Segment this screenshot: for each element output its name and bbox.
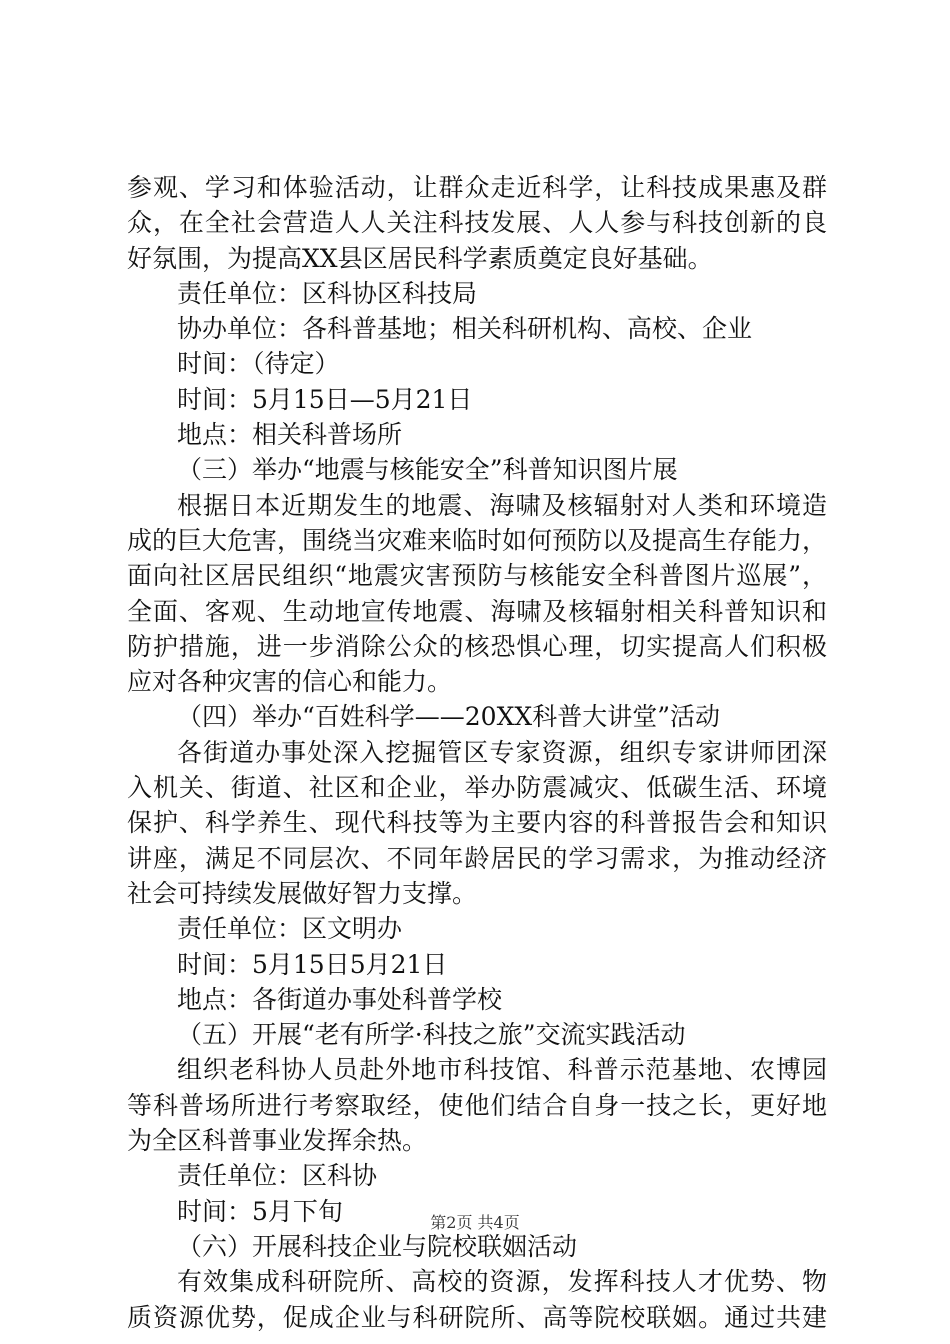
text-line: 时间：5月下旬	[177, 1196, 343, 1226]
section-heading: （六）开展科技企业与院校联姻活动	[177, 1231, 578, 1261]
section-heading: （四）举办“百姓科学——20XX科普大讲堂”活动	[177, 702, 720, 732]
page-footer: 第2页 共4页	[430, 1213, 520, 1232]
text-line: 时间：5月15日5月21日	[177, 949, 448, 979]
text-line: 成的巨大危害，围绕当灾难来临时如何预防以及提高生存能力，	[127, 525, 827, 555]
text-line: 保护、科学养生、现代科技等为主要内容的科普报告会和知识	[127, 808, 827, 838]
text-line: 众，在全社会营造人人关注科技发展、人人参与科技创新的良	[127, 208, 827, 238]
text-line: 面向社区居民组织“地震灾害预防与核能安全科普图片巡展”，	[127, 561, 827, 591]
text-line: 有效集成科研院所、高校的资源，发挥科技人才优势、物	[177, 1267, 827, 1297]
text-line: 防护措施，进一步消除公众的核恐惧心理，切实提高人们积极	[127, 631, 827, 661]
text-line: 质资源优势，促成企业与科研院所、高等院校联姻。通过共建	[127, 1302, 827, 1332]
text-line: 地点：相关科普场所	[177, 420, 403, 450]
text-line: 好氛围，为提高XX县区居民科学素质奠定良好基础。	[127, 243, 713, 273]
text-line: 根据日本近期发生的地震、海啸及核辐射对人类和环境造	[177, 490, 827, 520]
text-line: 责任单位：区科协	[177, 1161, 378, 1191]
text-line: 各街道办事处深入挖掘管区专家资源，组织专家讲师团深	[177, 737, 827, 767]
text-line: 全面、客观、生动地宣传地震、海啸及核辐射相关科普知识和	[127, 596, 827, 626]
text-line: 入机关、街道、社区和企业，举办防震减灾、低碳生活、环境	[127, 773, 827, 803]
text-line: 为全区科普事业发挥余热。	[127, 1126, 428, 1156]
text-line: 时间：5月15日—5月21日	[177, 384, 473, 414]
text-line: 时间：（待定）	[177, 349, 340, 379]
text-line: 责任单位：区科协区科技局	[177, 278, 478, 308]
body-text	[127, 170, 827, 1335]
section-heading: （五）开展“老有所学·科技之旅”交流实践活动	[177, 1020, 686, 1050]
text-line: 组织老科协人员赴外地市科技馆、科普示范基地、农博园	[177, 1055, 827, 1085]
text-line: 协办单位：各科普基地；相关科研机构、高校、企业	[177, 314, 753, 344]
text-line: 责任单位：区文明办	[177, 914, 403, 944]
text-line: 地点：各街道办事处科普学校	[177, 984, 503, 1014]
text-line: 等科普场所进行考察取经，使他们结合自身一技之长，更好地	[127, 1090, 827, 1120]
section-heading: （三）举办“地震与核能安全”科普知识图片展	[177, 455, 678, 485]
text-line: 参观、学习和体验活动，让群众走近科学，让科技成果惠及群	[127, 173, 827, 202]
text-line: 讲座，满足不同层次、不同年龄居民的学习需求，为推动经济	[127, 843, 827, 873]
text-line: 应对各种灾害的信心和能力。	[127, 667, 453, 697]
text-line: 社会可持续发展做好智力支撑。	[127, 878, 478, 908]
